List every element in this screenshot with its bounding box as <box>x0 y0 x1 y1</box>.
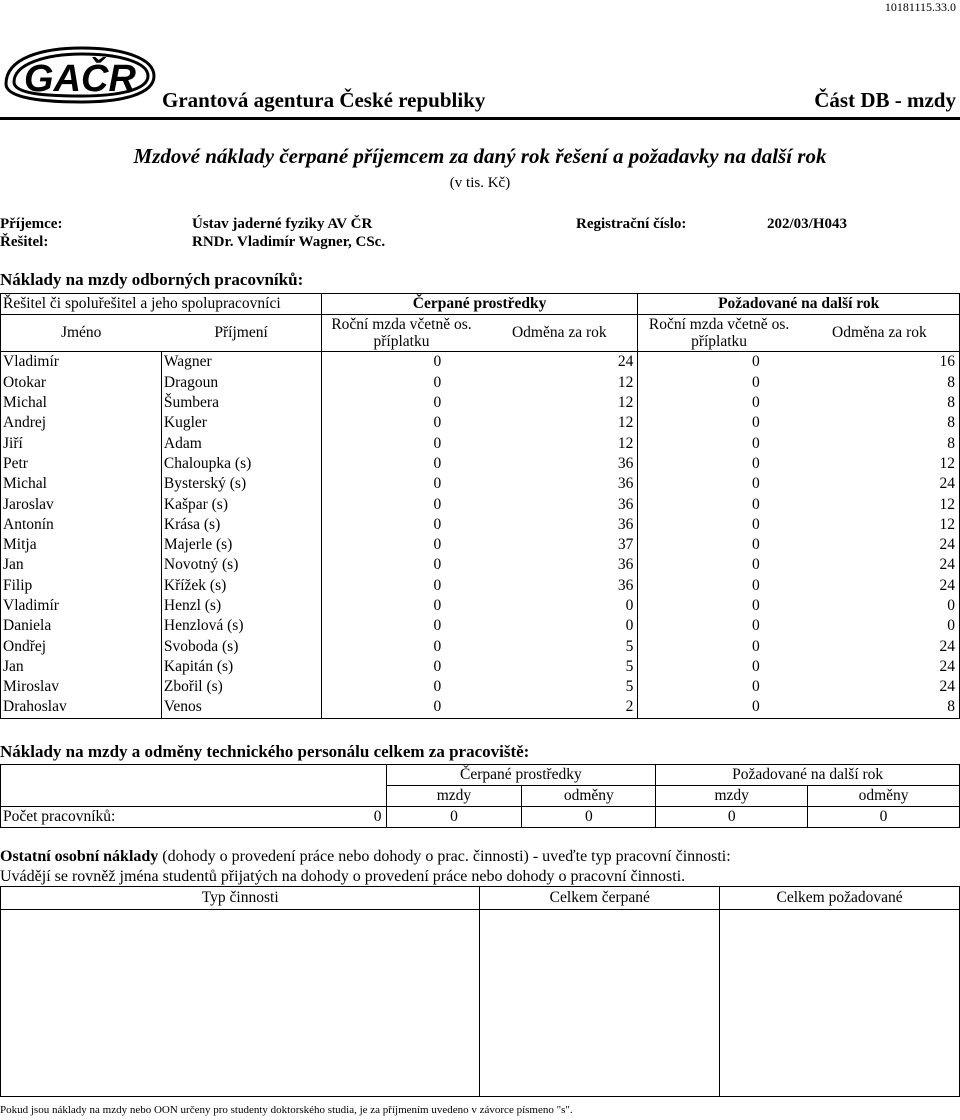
requested-salary: 0 <box>638 373 800 393</box>
group-requested-header: Požadované na další rok <box>638 294 960 315</box>
technical-heading: Náklady na mzdy a odměny technického personálu celkem za pracoviště: <box>0 742 530 761</box>
staff-surname: Krása (s) <box>161 515 321 535</box>
spent-bonus: 37 <box>617 536 634 554</box>
spent-salary: 0 <box>321 555 481 575</box>
header-rule <box>0 117 960 120</box>
requested-bonus: 0 <box>800 596 960 616</box>
spent-salary: 0 <box>321 697 481 718</box>
document-id: 10181115.33.0 <box>884 0 956 14</box>
staff-surname: Henzl (s) <box>161 596 321 616</box>
table-row <box>1 596 960 616</box>
requested-salary: 0 <box>638 393 800 413</box>
other-costs-line2: Uvádějí se rovněž jména studentů přijatých na dohody o provedení práce nebo dohody o pracovní činnosti. <box>0 868 686 885</box>
recipient-value: Ústav jaderné fyziky AV ČR <box>192 216 373 232</box>
requested-salary: 0 <box>638 697 800 718</box>
staff-surname: Křížek (s) <box>161 576 321 596</box>
spent-bonus: 36 <box>617 475 634 493</box>
staff-surname: Majerle (s) <box>161 535 321 555</box>
requested-bonus: 12 <box>800 454 960 474</box>
requested-salary: 0 <box>638 433 800 453</box>
col-req-salary-header: Roční mzda včetně os. příplatku <box>638 315 800 352</box>
staff-first-name: Antonín <box>1 515 162 535</box>
requested-salary: 0 <box>638 555 800 575</box>
spent-bonus: 36 <box>617 454 634 472</box>
professional-heading: Náklady na mzdy odborných pracovníků: <box>0 270 304 289</box>
col-req-bonus-header: Odměna za rok <box>800 315 960 352</box>
type-column-body <box>1 910 480 1097</box>
requested-bonus: 24 <box>800 555 960 575</box>
col-surname-header: Příjmení <box>214 324 268 342</box>
spent-bonus: 36 <box>617 495 634 513</box>
staff-first-name: Vladimír <box>1 596 162 616</box>
spent-bonus: 0 <box>625 597 634 614</box>
spent-bonus: 36 <box>617 576 634 594</box>
group-spent-header: Čerpané prostředky <box>321 294 638 315</box>
worker-count-value: 0 <box>373 808 382 825</box>
table-row <box>1 677 960 697</box>
spent-salary: 0 <box>321 515 481 535</box>
table-row <box>1 454 960 474</box>
staff-first-name: Otokar <box>1 373 162 393</box>
table-row <box>1 555 960 575</box>
requested-bonus: 24 <box>800 657 960 677</box>
spent-bonus: 36 <box>617 515 634 533</box>
professional-staff-table <box>0 293 960 719</box>
tech-spent-header: Čerpané prostředky <box>386 765 656 786</box>
requested-salary: 0 <box>638 596 800 616</box>
requested-salary: 0 <box>638 636 800 656</box>
requested-salary: 0 <box>638 677 800 697</box>
spent-salary: 0 <box>321 393 481 413</box>
group-people-header: Řešitel či spoluřešitel a jeho spolupracovníci <box>1 294 322 315</box>
staff-surname: Adam <box>161 433 321 453</box>
spent-bonus: 2 <box>481 697 638 718</box>
page-subtitle: (v tis. Kč) <box>449 175 511 191</box>
requested-salary: 0 <box>638 515 800 535</box>
requested-bonus: 8 <box>800 697 960 718</box>
staff-surname: Kapitán (s) <box>161 657 321 677</box>
table-row <box>1 636 960 656</box>
staff-first-name: Jaroslav <box>1 494 162 514</box>
table-row <box>1 373 960 393</box>
spent-salary: 0 <box>321 454 481 474</box>
solver-value: RNDr. Vladimír Wagner, CSc. <box>192 234 386 250</box>
staff-surname: Novotný (s) <box>161 555 321 575</box>
spent-salary: 0 <box>321 535 481 555</box>
staff-first-name: Jan <box>1 555 162 575</box>
table-row <box>1 616 960 636</box>
technical-staff-table <box>0 764 960 828</box>
staff-first-name: Michal <box>1 474 162 494</box>
gacr-logo <box>2 44 158 106</box>
requested-salary: 0 <box>638 657 800 677</box>
requested-bonus: 24 <box>800 636 960 656</box>
spent-salary: 0 <box>321 616 481 636</box>
tech-spent-rewards: 0 <box>522 807 656 828</box>
worker-count-label: Počet pracovníků: <box>3 808 116 825</box>
requested-column-body <box>720 910 960 1097</box>
staff-first-name: Petr <box>1 454 162 474</box>
spent-salary: 0 <box>321 494 481 514</box>
staff-surname: Wagner <box>161 352 321 373</box>
worker-count-cell <box>1 807 387 828</box>
staff-first-name: Jan <box>1 657 162 677</box>
table-row <box>1 697 960 718</box>
col-total-spent-header: Celkem čerpané <box>480 887 720 910</box>
staff-surname: Chaloupka (s) <box>161 454 321 474</box>
part-label: Část DB - mzdy <box>814 88 956 112</box>
requested-salary: 0 <box>638 454 800 474</box>
staff-surname: Henzlová (s) <box>161 616 321 636</box>
table-row <box>1 393 960 413</box>
tech-requested-header: Požadované na další rok <box>656 765 960 786</box>
spent-bonus: 12 <box>617 434 634 452</box>
requested-bonus: 24 <box>800 535 960 555</box>
requested-salary: 0 <box>638 494 800 514</box>
staff-first-name: Daniela <box>1 616 162 636</box>
spent-salary: 0 <box>321 433 481 453</box>
tech-req-wages-header: mzdy <box>656 786 808 807</box>
tech-spent-wages-header: mzdy <box>386 786 522 807</box>
spent-bonus: 0 <box>625 617 634 635</box>
requested-bonus: 24 <box>800 474 960 494</box>
col-total-requested-header: Celkem požadované <box>720 887 960 910</box>
staff-surname: Venos <box>161 697 321 718</box>
spent-salary: 0 <box>321 474 481 494</box>
tech-spent-rewards-header: odměny <box>522 786 656 807</box>
solver-label: Řešitel: <box>0 234 49 250</box>
requested-bonus: 0 <box>800 616 960 636</box>
table-row <box>1 535 960 555</box>
table-row <box>1 576 960 596</box>
staff-first-name: Drahoslav <box>1 697 162 718</box>
table-row <box>1 515 960 535</box>
registration-value: 202/03/H043 <box>767 216 848 232</box>
table-row <box>1 413 960 433</box>
spent-bonus: 12 <box>617 414 634 432</box>
requested-salary: 0 <box>638 535 800 555</box>
tech-req-rewards-header: odměny <box>808 786 960 807</box>
staff-first-name: Miroslav <box>1 677 162 697</box>
other-costs-table <box>0 886 960 1097</box>
requested-bonus: 8 <box>800 433 960 453</box>
spent-salary: 0 <box>321 657 481 677</box>
spent-salary: 0 <box>321 636 481 656</box>
col-salary-header: Roční mzda včetně os. příplatku <box>321 315 481 352</box>
col-type-header: Typ činnosti <box>1 887 480 910</box>
tech-req-wages: 0 <box>656 807 808 828</box>
table-row <box>1 352 960 373</box>
staff-first-name: Andrej <box>1 413 162 433</box>
requested-salary: 0 <box>638 474 800 494</box>
staff-first-name: Michal <box>1 393 162 413</box>
requested-salary: 0 <box>638 352 800 373</box>
spent-bonus: 12 <box>617 373 634 391</box>
requested-salary: 0 <box>638 616 800 636</box>
requested-bonus: 8 <box>800 413 960 433</box>
requested-bonus: 16 <box>800 352 960 373</box>
table-row <box>1 474 960 494</box>
requested-salary: 0 <box>638 576 800 596</box>
staff-surname: Bysterský (s) <box>161 474 321 494</box>
staff-first-name: Ondřej <box>1 636 162 656</box>
staff-surname: Šumbera <box>161 393 321 413</box>
agency-name: Grantová agentura České republiky <box>162 88 486 112</box>
requested-bonus: 12 <box>800 515 960 535</box>
requested-salary: 0 <box>638 413 800 433</box>
spent-bonus: 36 <box>617 556 634 574</box>
spent-salary: 0 <box>321 576 481 596</box>
requested-bonus: 8 <box>800 373 960 393</box>
registration-label: Registrační číslo: <box>576 216 687 232</box>
other-costs-line1: Ostatní osobní náklady (dohody o provedení práce nebo dohody o prac. činnosti) - uveďte typ pracovní činnosti: <box>0 848 731 865</box>
col-name-header: Jméno <box>1 315 162 352</box>
spent-salary: 0 <box>321 352 481 373</box>
spent-bonus: 5 <box>625 678 634 696</box>
tech-spent-wages: 0 <box>386 807 522 828</box>
tech-req-rewards: 0 <box>808 807 960 828</box>
staff-first-name: Jiří <box>1 433 162 453</box>
staff-first-name: Mitja <box>1 535 162 555</box>
staff-surname: Zbořil (s) <box>161 677 321 697</box>
staff-surname: Dragoun <box>161 373 321 393</box>
spent-salary: 0 <box>321 373 481 393</box>
table-row <box>1 657 960 677</box>
staff-surname: Svoboda (s) <box>161 636 321 656</box>
requested-bonus: 24 <box>800 576 960 596</box>
col-bonus-header: Odměna za rok <box>511 324 607 342</box>
spent-bonus: 5 <box>625 637 634 655</box>
spent-bonus: 12 <box>617 394 634 412</box>
spent-bonus: 24 <box>617 353 634 371</box>
spent-salary: 0 <box>321 413 481 433</box>
spent-salary: 0 <box>321 596 481 616</box>
recipient-label: Příjemce: <box>0 216 63 232</box>
spent-salary: 0 <box>321 677 481 697</box>
requested-bonus: 24 <box>800 677 960 697</box>
page-title: Mzdové náklady čerpané příjemcem za daný rok řešení a požadavky na další rok <box>133 144 827 168</box>
spent-bonus: 5 <box>625 657 634 675</box>
staff-surname: Kašpar (s) <box>161 494 321 514</box>
table-row <box>1 433 960 453</box>
staff-surname: Kugler <box>161 413 321 433</box>
logo-text: GAČR <box>24 58 136 100</box>
staff-first-name: Vladimír <box>1 352 162 373</box>
spent-column-body <box>480 910 720 1097</box>
table-row <box>1 494 960 514</box>
requested-bonus: 12 <box>800 494 960 514</box>
footnote: Pokud jsou náklady na mzdy nebo OON určeny pro studenty doktorského studia, je za příjmením uvedeno v závorce písmeno "s". <box>0 1104 573 1116</box>
requested-bonus: 8 <box>800 393 960 413</box>
staff-first-name: Filip <box>1 576 162 596</box>
